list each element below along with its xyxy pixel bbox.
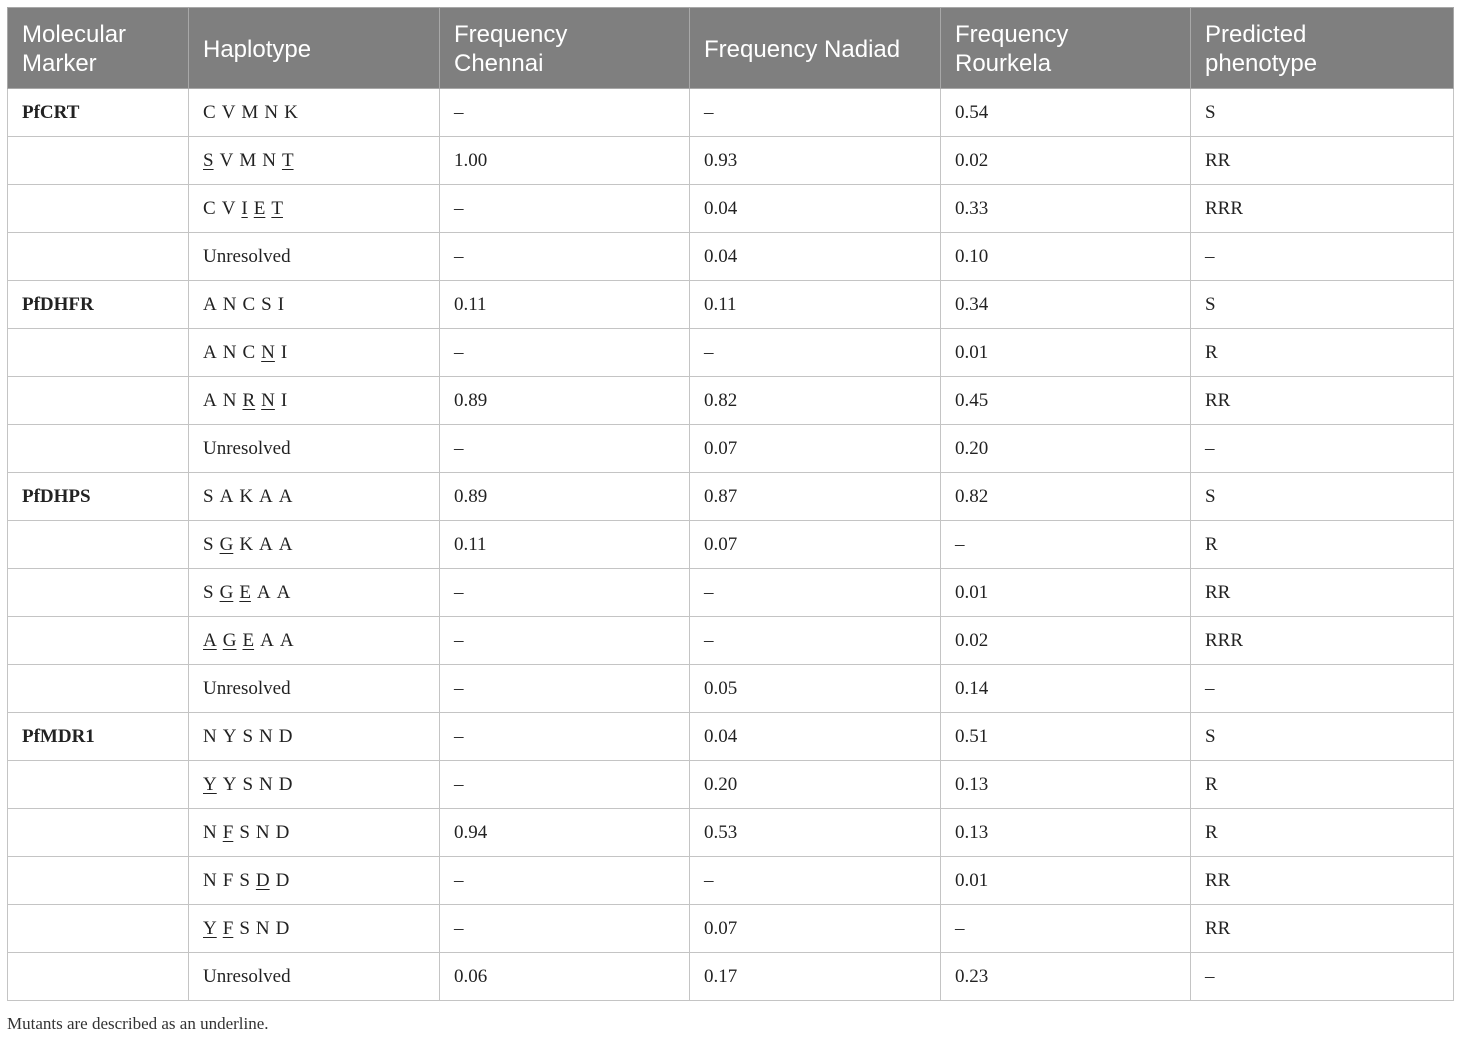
molecular-marker-cell [8, 953, 189, 1001]
residue: S [261, 293, 272, 315]
molecular-marker-cell: PfDHFR [8, 281, 189, 329]
header-frequency-nadiad: Frequency Nadiad [690, 8, 941, 89]
molecular-marker-cell [8, 857, 189, 905]
frequency-chennai-cell: – [440, 569, 690, 617]
frequency-chennai-cell: – [440, 89, 690, 137]
residue: S [203, 485, 214, 507]
frequency-rourkela-cell: 0.01 [941, 329, 1191, 377]
residue: V [221, 197, 236, 219]
predicted-phenotype-cell: – [1191, 233, 1454, 281]
molecular-marker-cell: PfMDR1 [8, 713, 189, 761]
residue: D [275, 821, 290, 843]
frequency-chennai-cell: – [440, 761, 690, 809]
frequency-chennai-cell: – [440, 905, 690, 953]
frequency-rourkela-cell: 0.51 [941, 713, 1191, 761]
molecular-marker-cell [8, 233, 189, 281]
frequency-nadiad-cell: – [690, 329, 941, 377]
frequency-chennai-cell: 0.11 [440, 281, 690, 329]
frequency-nadiad-cell: 0.04 [690, 185, 941, 233]
residue: A [278, 533, 293, 555]
residue: N [259, 725, 273, 747]
molecular-marker-cell [8, 569, 189, 617]
predicted-phenotype-cell: – [1191, 425, 1454, 473]
molecular-marker-cell [8, 809, 189, 857]
frequency-rourkela-cell: 0.14 [941, 665, 1191, 713]
residue: N [255, 821, 270, 843]
haplotype-cell [189, 809, 440, 857]
residue: A [260, 629, 274, 651]
table-row [8, 713, 1454, 761]
frequency-chennai-cell: 1.00 [440, 137, 690, 185]
haplotype-cell [189, 521, 440, 569]
frequency-nadiad-cell: 0.07 [690, 425, 941, 473]
haplotype-cell [189, 329, 440, 377]
header-molecular-marker: Molecular Marker [8, 8, 189, 89]
molecular-marker-cell [8, 185, 189, 233]
residue: Y [222, 773, 237, 795]
residue: D [275, 917, 290, 939]
predicted-phenotype-cell: – [1191, 953, 1454, 1001]
residue: A [276, 581, 291, 603]
predicted-phenotype-cell: RR [1191, 569, 1454, 617]
table-row [8, 185, 1454, 233]
residue: S [239, 869, 250, 891]
mutant-residue: E [242, 629, 255, 651]
table-row [8, 569, 1454, 617]
residue: I [280, 341, 288, 363]
predicted-phenotype-cell: R [1191, 521, 1454, 569]
mutant-residue: F [222, 917, 234, 939]
frequency-nadiad-cell: 0.20 [690, 761, 941, 809]
table-row [8, 617, 1454, 665]
predicted-phenotype-cell: RR [1191, 905, 1454, 953]
table-row [8, 761, 1454, 809]
mutant-residue: G [222, 629, 237, 651]
frequency-rourkela-cell: 0.45 [941, 377, 1191, 425]
table-row [8, 905, 1454, 953]
haplotype-cell: Unresolved [189, 665, 440, 713]
residue: S [242, 725, 254, 747]
table-row [8, 521, 1454, 569]
table-header [8, 8, 1454, 89]
residue: F [222, 869, 234, 891]
residue: V [221, 101, 236, 123]
residue: D [275, 869, 290, 891]
mutant-residue: E [253, 197, 266, 219]
molecular-marker-cell: PfCRT [8, 89, 189, 137]
header-frequency-rourkela: Frequency Rourkela [941, 8, 1191, 89]
molecular-marker-cell: PfDHPS [8, 473, 189, 521]
residue: A [203, 389, 217, 411]
header-frequency-chennai: Frequency Chennai [440, 8, 690, 89]
haplotype-cell [189, 905, 440, 953]
predicted-phenotype-cell: R [1191, 329, 1454, 377]
residue: C [242, 293, 256, 315]
residue: S [239, 821, 250, 843]
residue: S [203, 533, 214, 555]
haplotype-cell [189, 137, 440, 185]
frequency-nadiad-cell: 0.93 [690, 137, 941, 185]
frequency-rourkela-cell: 0.13 [941, 809, 1191, 857]
residue: Y [222, 725, 237, 747]
mutant-residue: D [255, 869, 270, 891]
frequency-rourkela-cell: 0.02 [941, 137, 1191, 185]
haplotype-cell [189, 617, 440, 665]
residue: M [241, 101, 259, 123]
mutant-residue: E [239, 581, 251, 603]
mutant-residue: Y [203, 773, 217, 795]
mutant-residue: I [241, 197, 248, 219]
frequency-chennai-cell: – [440, 185, 690, 233]
residue: N [222, 293, 237, 315]
molecular-marker-cell [8, 425, 189, 473]
frequency-rourkela-cell: 0.01 [941, 569, 1191, 617]
frequency-rourkela-cell: 0.01 [941, 857, 1191, 905]
haplotype-cell [189, 713, 440, 761]
table-row [8, 473, 1454, 521]
mutant-residue: R [242, 389, 256, 411]
residue: I [277, 293, 285, 315]
predicted-phenotype-cell: RRR [1191, 185, 1454, 233]
table-row [8, 809, 1454, 857]
frequency-nadiad-cell: – [690, 569, 941, 617]
table-row [8, 281, 1454, 329]
haplotype-cell [189, 761, 440, 809]
frequency-rourkela-cell: – [941, 521, 1191, 569]
haplotype-frequency-table [7, 7, 1454, 1001]
predicted-phenotype-cell: RR [1191, 857, 1454, 905]
frequency-chennai-cell: – [440, 425, 690, 473]
predicted-phenotype-cell: S [1191, 713, 1454, 761]
frequency-chennai-cell: – [440, 233, 690, 281]
frequency-chennai-cell: – [440, 857, 690, 905]
frequency-chennai-cell: – [440, 713, 690, 761]
frequency-rourkela-cell: 0.13 [941, 761, 1191, 809]
residue: S [203, 581, 214, 603]
haplotype-table-container [7, 7, 1453, 1001]
table-body [8, 89, 1454, 1001]
residue: S [242, 773, 254, 795]
residue: N [203, 869, 217, 891]
frequency-rourkela-cell: 0.34 [941, 281, 1191, 329]
table-row [8, 953, 1454, 1001]
residue: A [259, 485, 273, 507]
table-row [8, 377, 1454, 425]
table-row [8, 425, 1454, 473]
residue: D [278, 725, 293, 747]
molecular-marker-cell [8, 905, 189, 953]
frequency-chennai-cell: 0.94 [440, 809, 690, 857]
frequency-nadiad-cell: 0.17 [690, 953, 941, 1001]
frequency-nadiad-cell: – [690, 89, 941, 137]
frequency-chennai-cell: – [440, 665, 690, 713]
frequency-rourkela-cell: 0.20 [941, 425, 1191, 473]
haplotype-cell: Unresolved [189, 233, 440, 281]
frequency-nadiad-cell: 0.04 [690, 713, 941, 761]
frequency-nadiad-cell: 0.82 [690, 377, 941, 425]
molecular-marker-cell [8, 329, 189, 377]
residue: A [203, 293, 217, 315]
table-row [8, 137, 1454, 185]
residue: A [256, 581, 271, 603]
frequency-rourkela-cell: 0.82 [941, 473, 1191, 521]
residue: N [255, 917, 270, 939]
frequency-rourkela-cell: 0.54 [941, 89, 1191, 137]
residue: C [242, 341, 256, 363]
frequency-rourkela-cell: 0.02 [941, 617, 1191, 665]
residue: N [222, 389, 237, 411]
frequency-nadiad-cell: 0.11 [690, 281, 941, 329]
haplotype-cell [189, 281, 440, 329]
frequency-nadiad-cell: – [690, 857, 941, 905]
header-row [8, 8, 1454, 89]
residue: A [259, 533, 273, 555]
residue: N [262, 149, 276, 171]
residue: N [203, 725, 217, 747]
residue: C [203, 197, 216, 219]
frequency-nadiad-cell: 0.07 [690, 905, 941, 953]
frequency-nadiad-cell: 0.04 [690, 233, 941, 281]
haplotype-cell [189, 857, 440, 905]
frequency-nadiad-cell: 0.05 [690, 665, 941, 713]
frequency-chennai-cell: 0.89 [440, 377, 690, 425]
frequency-rourkela-cell: 0.10 [941, 233, 1191, 281]
residue: N [259, 773, 273, 795]
predicted-phenotype-cell: RR [1191, 137, 1454, 185]
residue: M [239, 149, 257, 171]
mutant-residue: N [261, 341, 275, 363]
haplotype-cell: Unresolved [189, 953, 440, 1001]
frequency-rourkela-cell: – [941, 905, 1191, 953]
haplotype-cell [189, 89, 440, 137]
frequency-nadiad-cell: 0.53 [690, 809, 941, 857]
mutant-residue: N [261, 389, 275, 411]
predicted-phenotype-cell: RR [1191, 377, 1454, 425]
predicted-phenotype-cell: – [1191, 665, 1454, 713]
frequency-nadiad-cell: 0.87 [690, 473, 941, 521]
frequency-nadiad-cell: 0.07 [690, 521, 941, 569]
mutant-residue: A [203, 629, 217, 651]
haplotype-cell [189, 377, 440, 425]
residue: V [219, 149, 234, 171]
predicted-phenotype-cell: S [1191, 473, 1454, 521]
residue: A [203, 341, 217, 363]
residue: I [280, 389, 288, 411]
header-haplotype: Haplotype [189, 8, 440, 89]
table-footnote: Mutants are described as an underline. [7, 1014, 269, 1033]
residue: K [239, 533, 254, 555]
molecular-marker-cell [8, 617, 189, 665]
residue: A [278, 485, 293, 507]
haplotype-cell [189, 569, 440, 617]
haplotype-cell [189, 185, 440, 233]
mutant-residue: T [281, 149, 294, 171]
mutant-residue: S [203, 149, 214, 171]
residue: S [239, 917, 250, 939]
table-row [8, 89, 1454, 137]
predicted-phenotype-cell: S [1191, 89, 1454, 137]
header-predicted-phenotype: Predicted phenotype [1191, 8, 1454, 89]
frequency-rourkela-cell: 0.33 [941, 185, 1191, 233]
frequency-chennai-cell: 0.11 [440, 521, 690, 569]
frequency-chennai-cell: 0.89 [440, 473, 690, 521]
molecular-marker-cell [8, 665, 189, 713]
residue: A [219, 485, 234, 507]
frequency-chennai-cell: – [440, 617, 690, 665]
haplotype-cell: Unresolved [189, 425, 440, 473]
mutant-residue: F [222, 821, 234, 843]
predicted-phenotype-cell: S [1191, 281, 1454, 329]
predicted-phenotype-cell: RRR [1191, 617, 1454, 665]
molecular-marker-cell [8, 761, 189, 809]
mutant-residue: G [219, 581, 234, 603]
frequency-chennai-cell: 0.06 [440, 953, 690, 1001]
mutant-residue: Y [203, 917, 217, 939]
mutant-residue: T [271, 197, 283, 219]
table-row [8, 233, 1454, 281]
frequency-rourkela-cell: 0.23 [941, 953, 1191, 1001]
frequency-chennai-cell: – [440, 329, 690, 377]
molecular-marker-cell [8, 377, 189, 425]
residue: N [222, 341, 237, 363]
molecular-marker-cell [8, 521, 189, 569]
predicted-phenotype-cell: R [1191, 809, 1454, 857]
residue: C [203, 101, 216, 123]
table-row [8, 665, 1454, 713]
residue: A [279, 629, 294, 651]
residue: N [264, 101, 279, 123]
predicted-phenotype-cell: R [1191, 761, 1454, 809]
haplotype-cell [189, 473, 440, 521]
table-row [8, 857, 1454, 905]
residue: D [278, 773, 293, 795]
residue: K [284, 101, 298, 123]
frequency-nadiad-cell: – [690, 617, 941, 665]
residue: N [203, 821, 217, 843]
molecular-marker-cell [8, 137, 189, 185]
table-row [8, 329, 1454, 377]
residue: K [239, 485, 254, 507]
mutant-residue: G [219, 533, 234, 555]
